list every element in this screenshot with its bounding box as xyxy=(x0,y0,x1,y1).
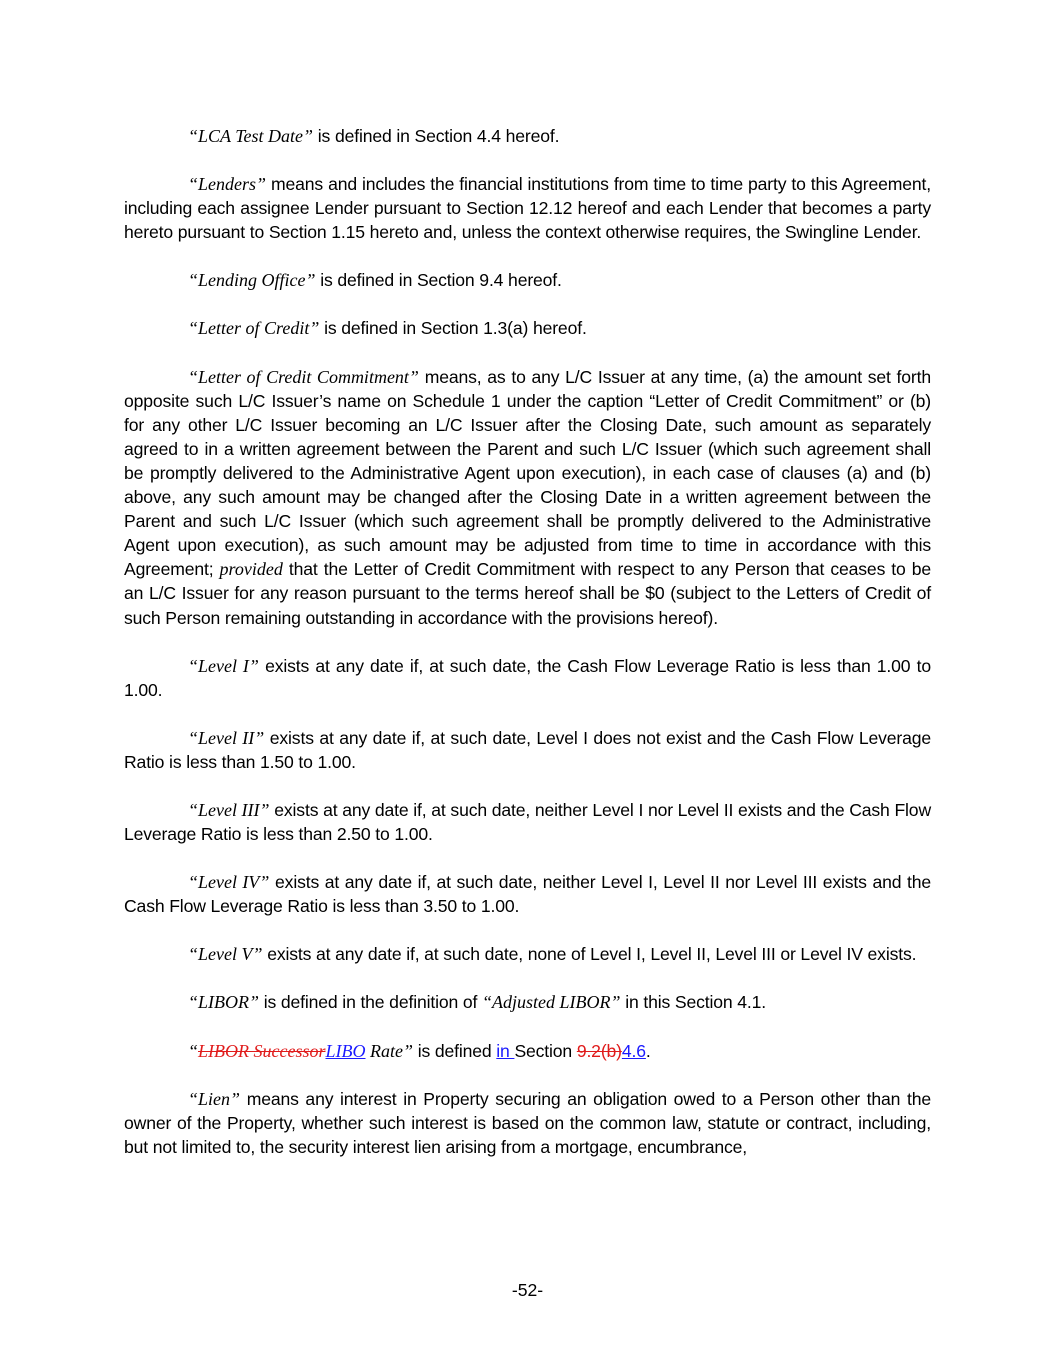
defined-term: “Lenders” xyxy=(188,174,267,195)
definition-text: is defined xyxy=(413,1040,497,1061)
definition-lenders xyxy=(124,172,931,244)
definition-text: exists at any date if, at such date, none of Level I, Level II, Level III or Level IV exists. xyxy=(262,944,917,965)
defined-term: “Lien” xyxy=(188,1088,241,1109)
open-quote: “ xyxy=(188,1040,199,1061)
proviso-word: provided xyxy=(219,559,283,580)
defined-term: “Level II” xyxy=(188,727,265,748)
defined-term: “Letter of Credit” xyxy=(188,318,320,339)
deleted-term-text: LIBOR Successor xyxy=(198,1040,326,1061)
definition-text: exists at any date if, at such date, Level I does not exist and the Cash Flow Leverage Ratio is less than 1.50 to 1.00. xyxy=(124,727,931,772)
definition-text: means, as to any L/C Issuer at any time, (a) the amount set forth opposite such L/C Issuer’s name on Schedule 1 under the caption “Letter of Credit Commitment” or (b) for any other L/C Issuer becoming an L/C Issuer after the Closing Date, such amount as separately agreed to in a written agreement between the Parent and such L/C Issuer (which such agreement shall be promptly delivered to the Administrative Agent upon execution), in each case of clauses (a) and (b) above, any such amount may be changed after the Closing Date in a written agreement between the Parent and such L/C Issuer (which such agreement shall be promptly delivered to the Administrative Agent upon execution), as such amount may be adjusted from time to time in accordance with this Agreement; xyxy=(124,366,931,580)
inserted-section-ref: 4.6 xyxy=(621,1040,646,1061)
definition-lending-office xyxy=(124,268,931,292)
definition-libor xyxy=(124,990,931,1014)
definition-lien xyxy=(124,1087,931,1159)
page-number: -52- xyxy=(511,1280,544,1300)
definition-text-continued: in this Section 4.1. xyxy=(620,992,766,1013)
definition-level-i xyxy=(124,654,931,702)
definition-text-continued: that the Letter of Credit Commitment with respect to any Person that ceases to be an L/C Issuer for any reason pursuant to the terms hereof shall be $0 (subject to the Letters of Credit of such Person remaining outstanding in accordance with the provisions hereof). xyxy=(124,559,931,628)
defined-term: “Level V” xyxy=(188,944,263,965)
defined-term: “Letter of Credit Commitment” xyxy=(188,366,419,387)
definition-text: means any interest in Property securing an obligation owed to a Person other than the owner of the Property, whether such interest is based on the common law, statute or contract, including, but not limited to, the security interest lien arising from a mortgage, encumbrance, xyxy=(124,1088,931,1157)
defined-term: “Level I” xyxy=(188,655,259,676)
inserted-word: in xyxy=(496,1040,515,1061)
definition-level-v xyxy=(124,942,931,966)
definition-level-iii xyxy=(124,798,931,846)
definition-level-ii xyxy=(124,726,931,774)
definition-text: is defined in Section 4.4 hereof. xyxy=(313,126,560,146)
defined-term: “LCA Test Date” xyxy=(188,126,314,146)
definition-level-iv xyxy=(124,870,931,918)
definition-text: means and includes the financial institutions from time to time party to this Agreement, including each assignee Lender pursuant to Section 12.12 hereof and each Lender that becomes a party hereto pursuant to Section 1.15 hereto and, unless the context otherwise requires, the Swingline Lender. xyxy=(124,174,931,243)
inserted-term-text: LIBO xyxy=(325,1040,366,1061)
defined-term: “LIBOR” xyxy=(188,992,260,1013)
definition-text-end: . xyxy=(645,1040,651,1061)
definition-text: exists at any date if, at such date, neither Level I, Level II nor Level III exists and the Cash Flow Leverage Ratio is less than 3.50 to 1.00. xyxy=(124,872,931,917)
referenced-term: “Adjusted LIBOR” xyxy=(481,992,621,1013)
definition-libo-rate xyxy=(124,1039,931,1063)
definition-lca-test-date xyxy=(124,124,931,148)
defined-term: “Level IV” xyxy=(188,872,270,893)
definition-text: is defined in Section 9.4 hereof. xyxy=(315,270,562,291)
deleted-section-ref: 9.2(b) xyxy=(576,1040,622,1061)
defined-term-rest: Rate” xyxy=(365,1040,413,1061)
definition-text: exists at any date if, at such date, neither Level I nor Level II exists and the Cash Flow Leverage Ratio is less than 2.50 to 1.00. xyxy=(124,799,931,845)
definition-text: exists at any date if, at such date, the Cash Flow Leverage Ratio is less than 1.00 to 1.00. xyxy=(124,655,931,700)
definition-text: is defined in the definition of xyxy=(259,992,482,1013)
definition-letter-of-credit xyxy=(124,316,931,340)
definition-letter-of-credit-commitment xyxy=(124,365,931,630)
document-page xyxy=(124,124,931,1183)
definition-text: is defined in Section 1.3(a) hereof. xyxy=(319,318,587,339)
defined-term: “Lending Office” xyxy=(188,270,316,291)
defined-term: “Level III” xyxy=(188,799,270,820)
definition-text-section: Section xyxy=(514,1040,577,1061)
